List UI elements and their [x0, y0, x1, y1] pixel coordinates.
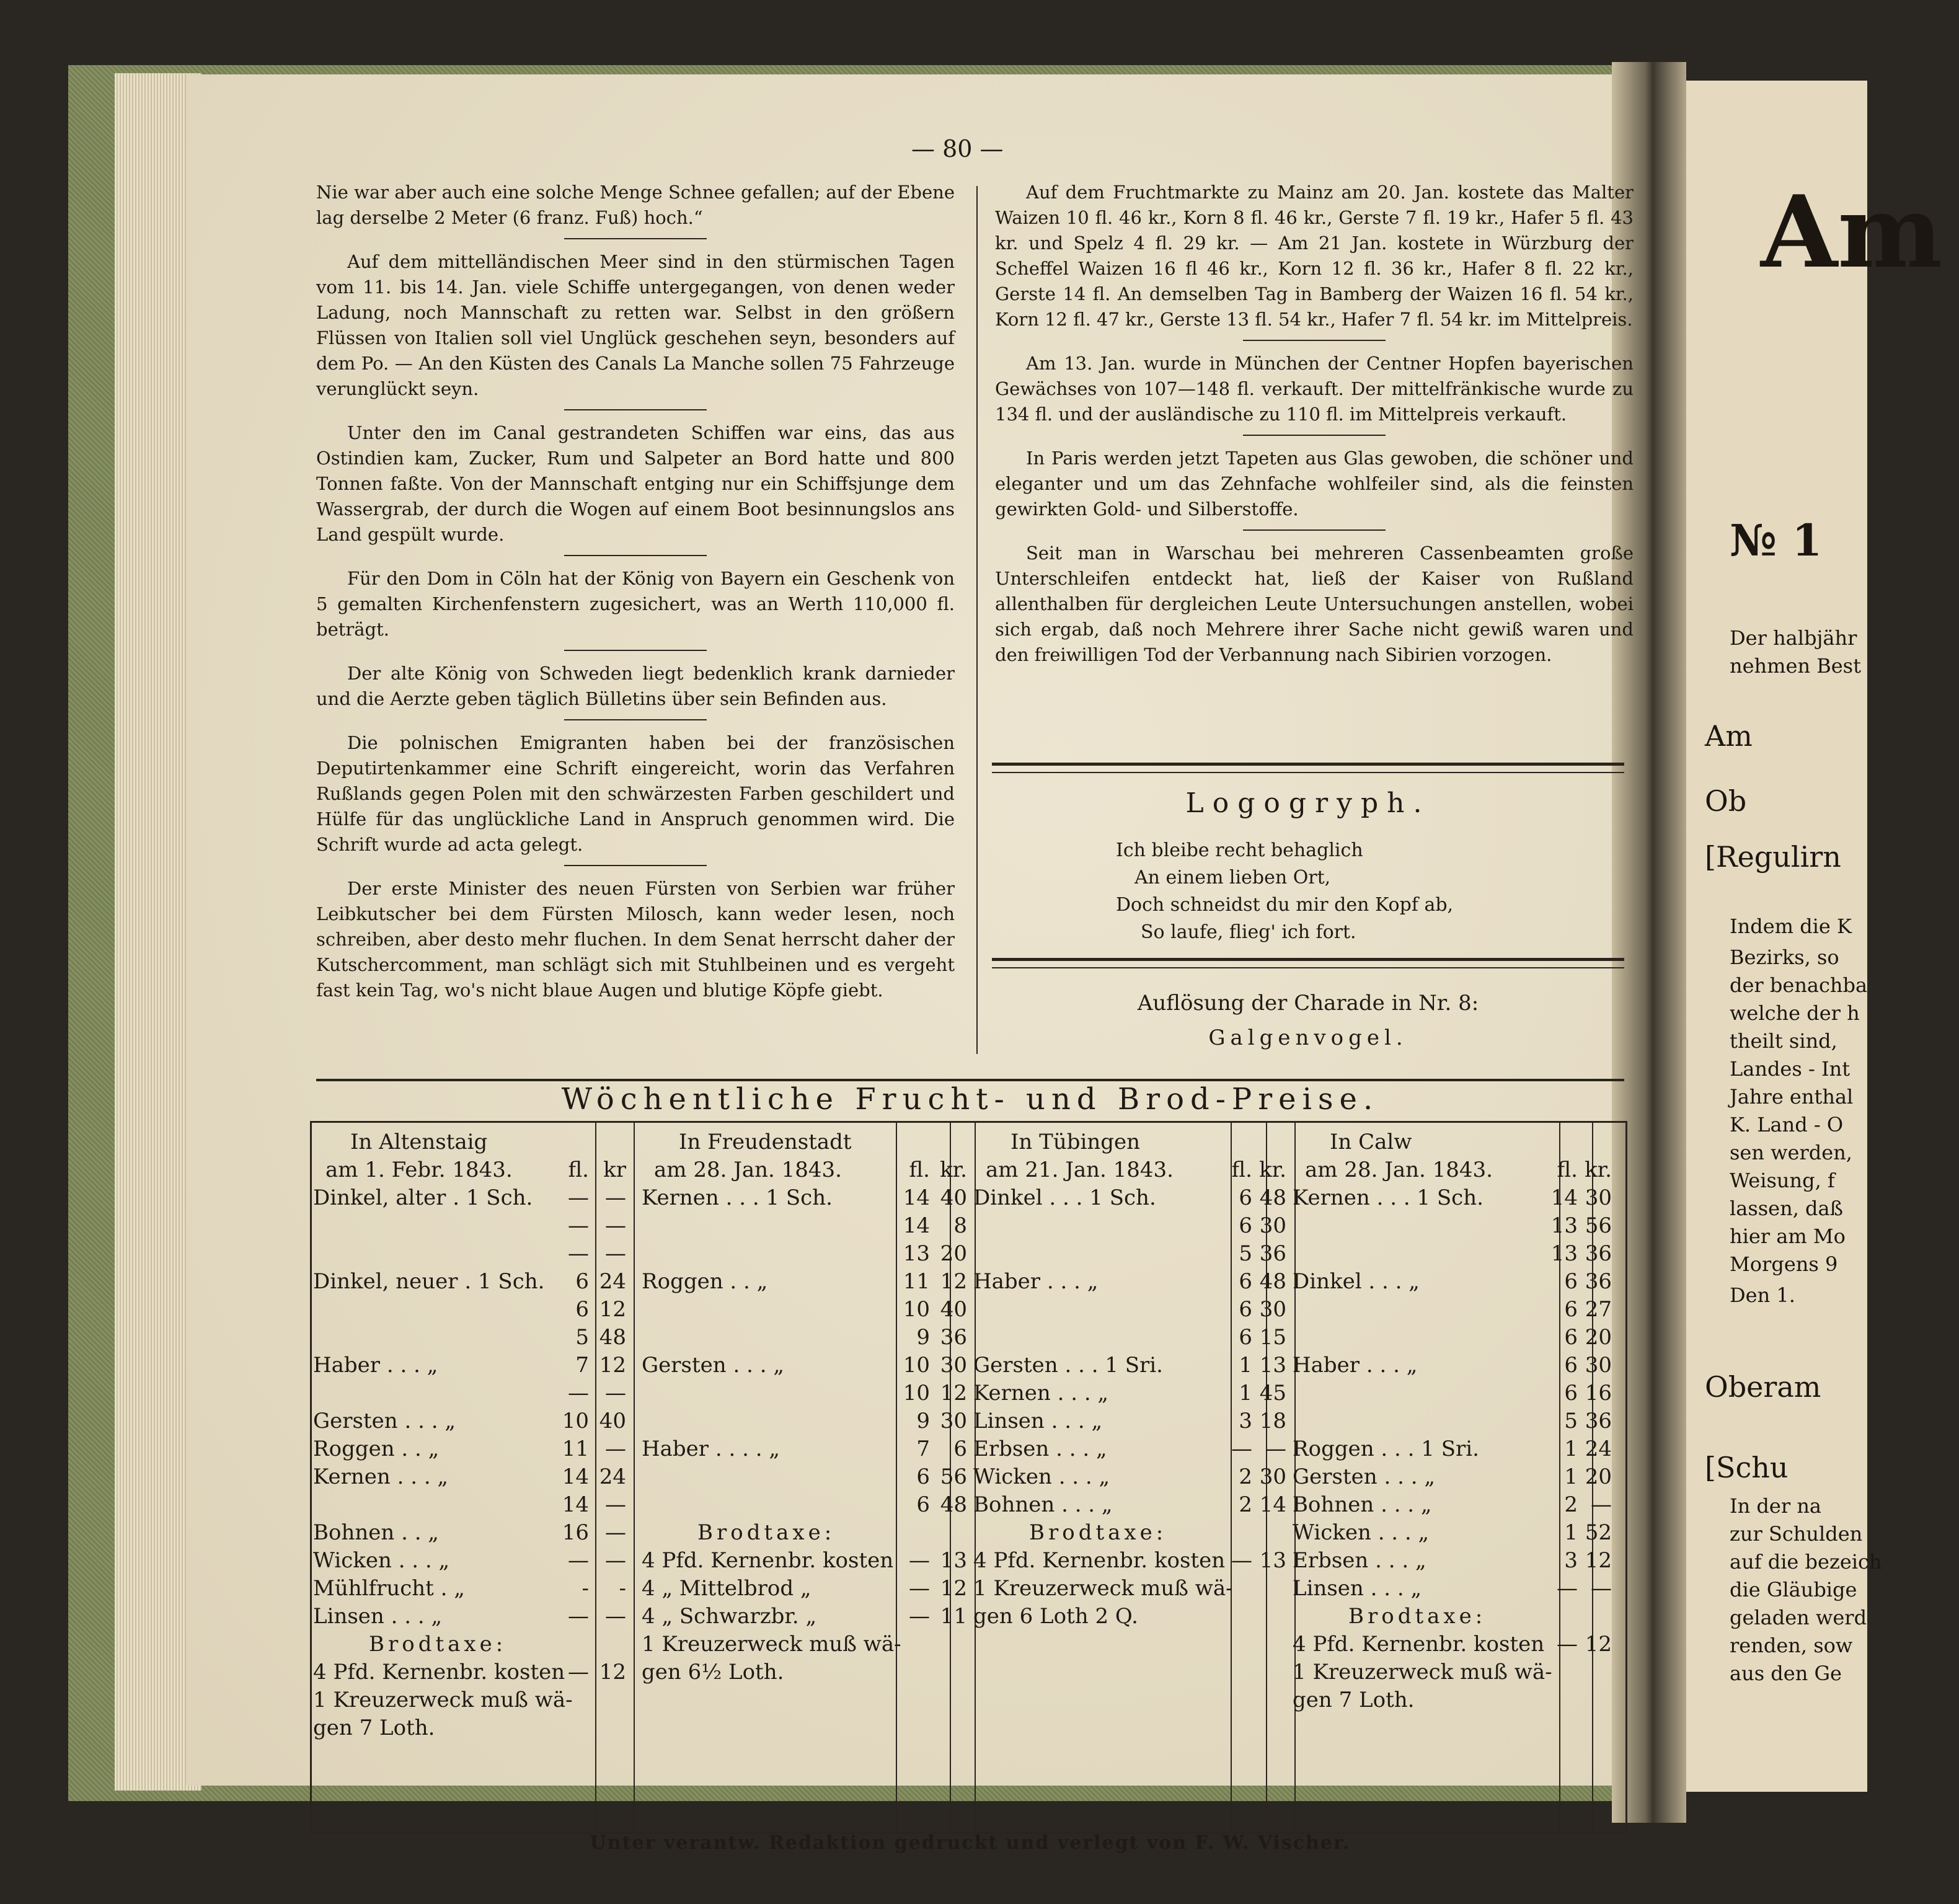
unit-kreuzer: kr [603, 1158, 626, 1182]
price-gulden: 6 [1239, 1213, 1252, 1238]
commodity-label: Bohnen . . . „ [1293, 1492, 1432, 1517]
price-gulden: 6 [1239, 1325, 1252, 1350]
price-gulden: 6 [916, 1464, 930, 1489]
price-kreuzer: 13 [1259, 1353, 1286, 1378]
price-gulden: - [582, 1576, 589, 1601]
price-kreuzer: 11 [940, 1604, 967, 1629]
article-paragraph: Auf dem Fruchtmarkte zu Mainz am 20. Jan. kostete das Malter Waizen 10 fl. 46 kr., Korn 8 fl. 46 kr., Gerste 7 fl. 19 kr., Hafer 5 fl. 43 kr. und Spelz 4 fl. 29 kr. — Am 21 Jan. kostete in Würzburg der Scheffel Waizen 16 fl 46 kr., Korn 12 fl. 36 kr., Hafer 8 fl. 22 kr., Gerste 14 fl. An demselben Tag in Bamberg der Waizen 16 fl. 54 kr., Korn 12 fl. 47 kr., Gerste 13 fl. 54 kr., Hafer 7 fl. 54 kr. im Mittelpreis. [995, 182, 1634, 330]
price-kreuzer: 30 [1585, 1353, 1612, 1378]
commodity-label: Linsen . . . „ [973, 1409, 1103, 1433]
price-kreuzer: — [605, 1548, 626, 1573]
commodity-label: Dinkel, alter . 1 Sch. [313, 1185, 533, 1210]
poem-line: An einem lieben Ort, [1134, 867, 1331, 888]
price-kreuzer: 24 [599, 1464, 626, 1489]
price-gulden: 14 [562, 1492, 589, 1517]
right-page-line: aus den Ge [1730, 1662, 1842, 1685]
unit-kreuzer: kr. [940, 1158, 967, 1182]
commodity-label: Kernen . . . 1 Sch. [1293, 1185, 1484, 1210]
price-gulden: — [909, 1548, 930, 1573]
price-gulden: — [568, 1548, 589, 1573]
article-paragraph: Am 13. Jan. wurde in München der Centner Hopfen bayerischen Gewächses von 107—148 fl. verkauft. Der mittelfränkische wurde zu 134 fl. und der ausländische zu 110 fl. im Mittelpreis verkauft. [995, 353, 1634, 425]
commodity-label: 4 Pfd. Kernenbr. kosten [642, 1548, 894, 1573]
right-page-line: Jahre enthal [1730, 1085, 1854, 1109]
price-kreuzer: 30 [1259, 1464, 1286, 1489]
price-kreuzer: 36 [1585, 1409, 1612, 1433]
price-gulden: 5 [575, 1325, 589, 1350]
price-kreuzer: 40 [940, 1185, 967, 1210]
price-kreuzer: 13 [940, 1548, 967, 1573]
section-rule [992, 958, 1624, 968]
price-kreuzer: 6 [953, 1437, 967, 1461]
commodity-label: Haber . . . „ [1293, 1353, 1418, 1378]
table-column-rule [634, 1121, 635, 1834]
price-gulden: 6 [1564, 1325, 1578, 1350]
price-gulden: 7 [916, 1437, 930, 1461]
price-gulden: 3 [1564, 1548, 1578, 1573]
commodity-label: 4 „ Schwarzbr. „ [642, 1604, 817, 1629]
section-rule [992, 763, 1624, 773]
price-gulden: — [568, 1660, 589, 1685]
commodity-label: Gersten . . . „ [313, 1409, 456, 1433]
price-date: am 28. Jan. 1843. [1305, 1158, 1493, 1182]
price-gulden: 13 [903, 1241, 930, 1266]
price-kreuzer: — [605, 1492, 626, 1517]
commodity-label: 4 Pfd. Kernenbr. kosten [313, 1660, 565, 1685]
price-gulden: 11 [562, 1437, 589, 1461]
price-gulden: — [568, 1185, 589, 1210]
right-page-line: geladen werd [1730, 1606, 1867, 1629]
right-page [1674, 81, 1943, 1792]
price-gulden: 6 [1239, 1269, 1252, 1294]
price-kreuzer: — [1591, 1576, 1612, 1601]
poem-line: Doch schneidst du mir den Kopf ab, [1116, 894, 1454, 916]
right-page-line: zur Schulden [1730, 1522, 1863, 1546]
unit-gulden: fl. [1231, 1158, 1252, 1182]
price-kreuzer: — [605, 1213, 626, 1238]
commodity-label: Bohnen . . „ [313, 1520, 439, 1545]
place-name: In Freudenstadt [679, 1130, 852, 1154]
table-title: Wöchentliche Frucht- und Brod-Preise. [561, 1082, 1379, 1117]
right-page-line: Oberam [1705, 1370, 1821, 1404]
right-page-line: Weisung, f [1730, 1169, 1835, 1192]
price-gulden: 6 [916, 1492, 930, 1517]
commodity-label: 4 Pfd. Kernenbr. kosten [973, 1548, 1226, 1573]
price-gulden: 10 [903, 1297, 930, 1322]
price-gulden: 6 [1239, 1297, 1252, 1322]
price-gulden: 6 [575, 1297, 589, 1322]
price-gulden: — [909, 1604, 930, 1629]
right-page-line: In der na [1730, 1494, 1821, 1518]
unit-gulden: fl. [1557, 1158, 1578, 1182]
price-kreuzer: 20 [1585, 1464, 1612, 1489]
left-text-column [316, 180, 955, 1011]
price-gulden: 5 [1239, 1241, 1252, 1266]
right-text-column [995, 180, 1634, 675]
price-gulden: 1 [1564, 1437, 1578, 1461]
unit-kreuzer: kr. [1259, 1158, 1286, 1182]
solution-word: Galgenvogel. [1208, 1025, 1408, 1050]
price-kreuzer: 20 [940, 1241, 967, 1266]
commodity-label: Roggen . . „ [642, 1269, 768, 1294]
right-page-line: [Regulirn [1705, 840, 1841, 874]
price-gulden: — [1557, 1576, 1578, 1601]
price-kreuzer: 8 [953, 1213, 967, 1238]
price-gulden: 1 [1239, 1381, 1252, 1406]
price-gulden: 6 [1564, 1381, 1578, 1406]
commodity-label: Brodtaxe: [1029, 1520, 1167, 1545]
article-separator [1243, 435, 1386, 436]
price-kreuzer: 12 [599, 1297, 626, 1322]
article-separator [1243, 529, 1386, 531]
commodity-label: 1 Kreuzerweck muß wä- [973, 1576, 1233, 1601]
poem-line: Ich bleibe recht behaglich [1116, 839, 1363, 861]
price-kreuzer: 15 [1259, 1325, 1286, 1350]
article-paragraph: Der erste Minister des neuen Fürsten von Serbien war früher Leibkutscher bei dem Fürsten Milosch, kann weder lesen, noch schreiben, aber desto mehr fluchen. In dem Senat herrscht daher der Kutschercomment, man schlägt sich mit Stuhlbeinen und es vergeht fast kein Tag, wo's nicht blaue Augen und blutige Köpfe giebt. [316, 878, 955, 1001]
price-gulden: 2 [1564, 1492, 1578, 1517]
price-gulden: 14 [903, 1213, 930, 1238]
imprint-footer: Unter verantw. Redaktion gedruckt und verlegt von F. W. Vischer. [590, 1832, 1351, 1854]
table-top-rule [316, 1079, 1624, 1081]
article-paragraph: Seit man in Warschau bei mehreren Cassenbeamten große Unterschleifen entdeckt hat, ließ der Kaiser von Rußland allenthalben für dergleichen Leute Untersuchungen anstellen, wobei sich ergab, daß noch Mehrere ihrer Sache nicht gewiß waren und den freiwilligen Tod der Verbannung nach Sibirien vorzogen. [995, 542, 1634, 665]
price-kreuzer: — [605, 1604, 626, 1629]
price-gulden: 6 [1564, 1297, 1578, 1322]
price-kreuzer: 48 [599, 1325, 626, 1350]
price-gulden: 10 [562, 1409, 589, 1433]
price-kreuzer: 30 [940, 1409, 967, 1433]
price-kreuzer: 36 [940, 1325, 967, 1350]
article-paragraph: Auf dem mittelländischen Meer sind in den stürmischen Tagen vom 11. bis 14. Jan. viele Schiffe untergegangen, von denen weder Ladung, noch Mannschaft zu retten war. Selbst in den größern Flüssen von Italien soll viel Unglück geschehen seyn, besonders auf dem Po. — An den Küsten des Canals La Manche sollen 75 Fahrzeuge verunglückt seyn. [316, 251, 955, 399]
price-gulden: 1 [1239, 1353, 1252, 1378]
price-kreuzer: 30 [1259, 1213, 1286, 1238]
right-page-line: Am [1705, 719, 1753, 753]
article-paragraph: In Paris werden jetzt Tapeten aus Glas gewoben, die schöner und eleganter und um das Zehnfache wohlfeiler sind, als die feinsten gewirkten Gold- und Silberstoffe. [995, 448, 1634, 520]
price-kreuzer: 24 [1585, 1437, 1612, 1461]
price-kreuzer: 40 [940, 1297, 967, 1322]
commodity-label: Haber . . . „ [973, 1269, 1099, 1294]
commodity-label: Roggen . . . 1 Sri. [1293, 1437, 1479, 1461]
price-kreuzer: 36 [1585, 1241, 1612, 1266]
commodity-label: Wicken . . . „ [1293, 1520, 1430, 1545]
price-gulden: 6 [1564, 1269, 1578, 1294]
commodity-label: Roggen . . „ [313, 1437, 440, 1461]
price-gulden: 1 [1564, 1464, 1578, 1489]
price-gulden: — [1557, 1632, 1578, 1657]
price-gulden: 13 [1550, 1241, 1578, 1266]
price-gulden: 14 [903, 1185, 930, 1210]
price-kreuzer: 40 [599, 1409, 626, 1433]
commodity-label: Wicken . . . „ [313, 1548, 450, 1573]
price-kreuzer: 30 [1585, 1185, 1612, 1210]
column-divider [976, 186, 978, 1054]
right-page-line: Ob [1705, 784, 1747, 818]
commodity-label: Bohnen . . . „ [973, 1492, 1113, 1517]
article-separator [564, 238, 707, 239]
price-gulden: — [568, 1381, 589, 1406]
price-gulden: 13 [1550, 1213, 1578, 1238]
unit-gulden: fl. [568, 1158, 589, 1182]
logogryph-title: Logogryph. [1185, 787, 1431, 819]
right-page-line: nehmen Best [1730, 654, 1861, 678]
article-paragraph: Für den Dom in Cöln hat der König von Bayern ein Geschenk von 5 gemalten Kirchenfenstern zugesichert, was an Werth 110,000 fl. beträgt. [316, 568, 955, 640]
right-page-number: № 1 [1730, 515, 1823, 566]
right-page-line: K. Land - O [1730, 1113, 1844, 1136]
price-gulden: 10 [903, 1381, 930, 1406]
price-kreuzer: 36 [1585, 1269, 1612, 1294]
price-kreuzer: 12 [1585, 1632, 1612, 1657]
commodity-label: 4 „ Mittelbrod „ [642, 1576, 811, 1601]
price-gulden: 7 [575, 1353, 589, 1378]
price-kreuzer: — [605, 1381, 626, 1406]
commodity-label: Linsen . . . „ [313, 1604, 443, 1629]
price-gulden: — [568, 1241, 589, 1266]
price-kreuzer: 12 [599, 1660, 626, 1685]
commodity-label: 1 Kreuzerweck muß wä- [313, 1688, 573, 1712]
right-page-line: sen werden, [1730, 1141, 1852, 1164]
price-kreuzer: 16 [1585, 1381, 1612, 1406]
price-gulden: 11 [903, 1269, 930, 1294]
price-kreuzer: 12 [1585, 1548, 1612, 1573]
price-gulden: 5 [1564, 1409, 1578, 1433]
price-gulden: 6 [1564, 1353, 1578, 1378]
commodity-label: Kernen . . . 1 Sch. [642, 1185, 833, 1210]
right-page-masthead: Am [1761, 174, 1943, 290]
price-kreuzer: 56 [940, 1464, 967, 1489]
price-date: am 1. Febr. 1843. [325, 1158, 513, 1182]
solution-heading: Auflösung der Charade in Nr. 8: [1137, 991, 1479, 1016]
commodity-label: Gersten . . . „ [1293, 1464, 1435, 1489]
price-date: am 21. Jan. 1843. [986, 1158, 1174, 1182]
article-separator [564, 719, 707, 720]
price-kreuzer: 45 [1259, 1381, 1286, 1406]
price-kreuzer: 12 [940, 1576, 967, 1601]
price-kreuzer: 56 [1585, 1213, 1612, 1238]
commodity-label: Linsen . . . „ [1293, 1576, 1422, 1601]
commodity-label: Kernen . . . „ [313, 1464, 449, 1489]
right-page-line: renden, sow [1730, 1634, 1853, 1657]
price-gulden: 3 [1239, 1409, 1252, 1433]
price-kreuzer: — [605, 1185, 626, 1210]
price-gulden: — [1231, 1437, 1252, 1461]
price-kreuzer: - [619, 1576, 626, 1601]
price-gulden: — [568, 1604, 589, 1629]
price-gulden: 2 [1239, 1492, 1252, 1517]
commodity-label: Brodtaxe: [1348, 1604, 1487, 1629]
commodity-label: gen 7 Loth. [1293, 1688, 1415, 1712]
right-page-line: der benachba [1730, 973, 1868, 997]
article-separator [564, 865, 707, 866]
commodity-label: Dinkel . . . 1 Sch. [973, 1185, 1156, 1210]
price-gulden: 9 [916, 1325, 930, 1350]
commodity-label: Haber . . . „ [313, 1353, 438, 1378]
right-page-line: hier am Mo [1730, 1224, 1846, 1248]
commodity-label: gen 7 Loth. [313, 1716, 435, 1740]
price-kreuzer: 48 [1259, 1269, 1286, 1294]
commodity-label: Dinkel, neuer . 1 Sch. [313, 1269, 545, 1294]
price-date: am 28. Jan. 1843. [654, 1158, 842, 1182]
right-page-line: theilt sind, [1730, 1029, 1837, 1053]
right-page-line: Bezirks, so [1730, 945, 1839, 969]
commodity-label: Gersten . . . 1 Sri. [973, 1353, 1163, 1378]
commodity-label: Dinkel . . . „ [1293, 1269, 1420, 1294]
price-kreuzer: 30 [1259, 1297, 1286, 1322]
price-gulden: — [909, 1576, 930, 1601]
commodity-label: gen 6 Loth 2 Q. [973, 1604, 1138, 1629]
article-paragraph: Nie war aber auch eine solche Menge Schnee gefallen; auf der Ebene lag derselbe 2 Meter (6 franz. Fuß) hoch.“ [316, 182, 955, 228]
price-gulden: 2 [1239, 1464, 1252, 1489]
price-gulden: 16 [562, 1520, 589, 1545]
commodity-label: gen 6½ Loth. [642, 1660, 784, 1685]
commodity-label: Mühlfrucht . „ [313, 1576, 465, 1601]
price-kreuzer: 14 [1259, 1492, 1286, 1517]
right-page-line: Morgens 9 [1730, 1252, 1838, 1276]
price-kreuzer: — [605, 1520, 626, 1545]
right-page-line: welche der h [1730, 1001, 1860, 1025]
price-kreuzer: 36 [1259, 1241, 1286, 1266]
right-page-line: Landes - Int [1730, 1057, 1851, 1081]
price-kreuzer: 48 [1259, 1185, 1286, 1210]
commodity-label: Brodtaxe: [697, 1520, 836, 1545]
place-name: In Altenstaig [350, 1130, 488, 1154]
right-page-line: Den 1. [1730, 1283, 1795, 1307]
commodity-label: Wicken . . . „ [973, 1464, 1110, 1489]
unit-gulden: fl. [909, 1158, 930, 1182]
price-kreuzer: 12 [940, 1381, 967, 1406]
right-page-line: Der halbjähr [1730, 626, 1857, 650]
article-paragraph: Unter den im Canal gestrandeten Schiffen war eins, das aus Ostindien kam, Zucker, Rum und Salpeter an Bord hatte und 800 Tonnen faßte. Von der Mannschaft entging nur ein Schiffsjunge dem Wassergrab, der durch die Wogen auf einem Boot besinnungslos ans Land gespült wurde. [316, 422, 955, 545]
commodity-label: Kernen . . . „ [973, 1381, 1109, 1406]
price-kreuzer: 12 [940, 1269, 967, 1294]
commodity-label: 1 Kreuzerweck muß wä- [1293, 1660, 1552, 1685]
place-name: In Tübingen [1010, 1130, 1141, 1154]
price-kreuzer: — [605, 1437, 626, 1461]
right-page-line: Indem die K [1730, 914, 1852, 938]
article-separator [564, 555, 707, 556]
commodity-label: Erbsen . . . „ [973, 1437, 1107, 1461]
price-gulden: 6 [1239, 1185, 1252, 1210]
commodity-label: 4 Pfd. Kernenbr. kosten [1293, 1632, 1545, 1657]
price-gulden: 1 [1564, 1520, 1578, 1545]
commodity-label: Gersten . . . „ [642, 1353, 784, 1378]
place-name: In Calw [1330, 1130, 1412, 1154]
article-separator [564, 650, 707, 651]
price-gulden: 14 [1550, 1185, 1578, 1210]
price-kreuzer: 48 [940, 1492, 967, 1517]
logogryph-poem [1116, 837, 1453, 946]
commodity-label: 1 Kreuzerweck muß wä- [642, 1632, 901, 1657]
article-separator [564, 409, 707, 410]
price-gulden: — [1231, 1548, 1252, 1573]
price-kreuzer: 12 [599, 1353, 626, 1378]
price-gulden: 14 [562, 1464, 589, 1489]
poem-line: So laufe, flieg' ich fort. [1141, 921, 1356, 943]
price-gulden: 10 [903, 1353, 930, 1378]
right-page-line: lassen, daß [1730, 1197, 1843, 1220]
right-page-line: [Schu [1705, 1451, 1789, 1484]
price-gulden: 9 [916, 1409, 930, 1433]
commodity-label: Erbsen . . . „ [1293, 1548, 1426, 1573]
charade-solution [992, 986, 1624, 1055]
price-kreuzer: 20 [1585, 1325, 1612, 1350]
price-kreuzer: 52 [1585, 1520, 1612, 1545]
page-number: — 80 — [911, 135, 1004, 162]
article-paragraph: Die polnischen Emigranten haben bei der französischen Deputirtenkammer eine Schrift eingereicht, worin das Verfahren Rußlands gegen Polen mit den schwärzesten Farben geschildert und Hülfe für das unglückliche Land in Anspruch genommen wird. Die Schrift wurde ad acta gelegt. [316, 732, 955, 855]
price-kreuzer: 27 [1585, 1297, 1612, 1322]
price-gulden: 6 [575, 1269, 589, 1294]
article-separator [1243, 340, 1386, 341]
price-kreuzer: — [1591, 1492, 1612, 1517]
price-kreuzer: — [605, 1241, 626, 1266]
price-kreuzer: 13 [1259, 1548, 1286, 1573]
article-paragraph: Der alte König von Schweden liegt bedenklich krank darnieder und die Aerzte geben täglich Bülletins über sein Befinden aus. [316, 663, 955, 709]
price-kreuzer: 18 [1259, 1409, 1286, 1433]
price-kreuzer: 24 [599, 1269, 626, 1294]
price-gulden: — [568, 1213, 589, 1238]
commodity-label: Brodtaxe: [369, 1632, 507, 1657]
right-page-line: die Gläubige [1730, 1578, 1857, 1601]
price-kreuzer: 30 [940, 1353, 967, 1378]
commodity-label: Haber . . . . „ [642, 1437, 780, 1461]
unit-kreuzer: kr. [1585, 1158, 1612, 1182]
price-kreuzer: — [1265, 1437, 1286, 1461]
right-page-line: auf die bezeich [1730, 1550, 1882, 1574]
